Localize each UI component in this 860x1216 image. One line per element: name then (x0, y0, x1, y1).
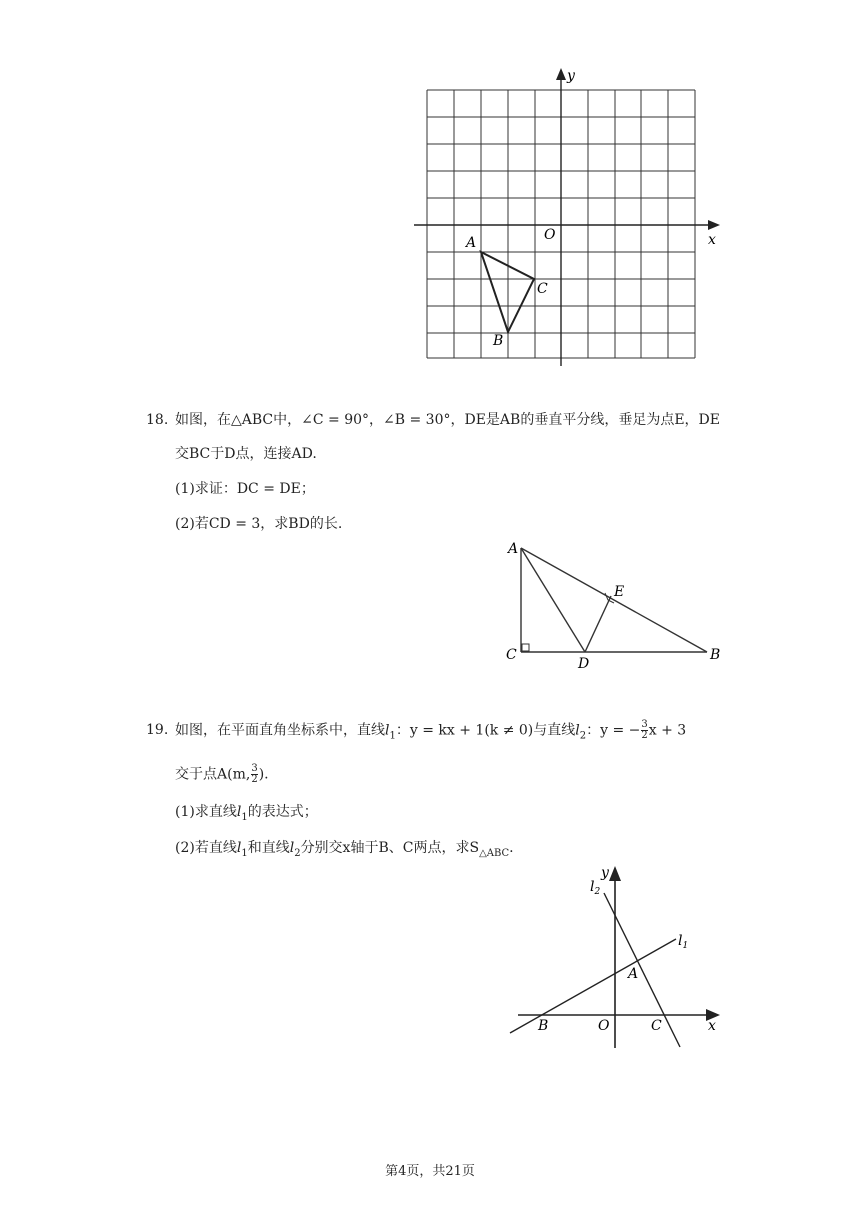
point-b-label: B (493, 333, 504, 349)
q19-part2-area-sub: △ABC (479, 847, 510, 859)
fig18-point-a: A (508, 541, 519, 557)
right-triangle-figure (500, 535, 730, 675)
question-18-part-2: (2)若CD = 3，求BD的长. (175, 516, 343, 532)
q19-l2-sub: 2 (579, 730, 587, 742)
fig19-l1-letter: l (678, 933, 683, 949)
q19-line2-frac-num: 3 (251, 763, 258, 774)
fig19-origin: O (598, 1018, 610, 1034)
fig18-point-c: C (506, 647, 517, 663)
fig18-point-e: E (614, 584, 625, 600)
q19-l1: l (385, 722, 390, 739)
line-intersection-figure (500, 860, 730, 1055)
question-19-part-2 (175, 838, 514, 864)
point-a-label: A (466, 235, 477, 251)
q19-part2-sub1: 1 (241, 847, 248, 859)
q19-fraction (641, 720, 647, 741)
point-c-label: C (537, 281, 548, 297)
fig19-l2-label (590, 879, 600, 897)
question-19-line-1 (175, 720, 686, 746)
q19-l2: l (575, 722, 580, 739)
fig19-point-b: B (538, 1018, 549, 1034)
q19-part2-d: . (509, 840, 514, 856)
fig19-point-a: A (628, 966, 639, 982)
q19-line2-b: ). (258, 766, 269, 783)
question-18-part-1: (1)求证：DC = DE； (175, 481, 315, 497)
q19-part2-l2: l (289, 840, 295, 856)
q19-text-a: 如图，在平面直角坐标系中，直线 (175, 722, 385, 739)
page-footer: 第4页，共21页 (385, 1164, 475, 1179)
question-19-line-2 (175, 764, 269, 785)
q19-part2-sub2: 2 (294, 847, 301, 859)
y-axis-label: y (567, 68, 575, 84)
question-19-number: 19. (146, 722, 169, 738)
q19-part1-sub: 1 (241, 811, 248, 823)
fig18-point-b: B (710, 647, 721, 663)
x-axis-arrow (708, 220, 720, 230)
q19-part1-l: l (236, 804, 242, 820)
fig19-x-label: x (708, 1018, 716, 1034)
origin-label: O (544, 227, 556, 243)
q19-text-c: ：y = − (586, 722, 641, 739)
q19-part2-l1: l (236, 840, 242, 856)
q19-line2-a: 交于点A(m, (175, 766, 251, 783)
question-18-number: 18. (146, 412, 169, 428)
question-18-line-2: 交BC于D点，连接AD. (175, 446, 317, 462)
fig19-l2-letter: l (590, 879, 595, 895)
q19-frac-den: 2 (641, 730, 648, 741)
coordinate-grid-figure (405, 62, 725, 372)
fig19-l1-label (678, 933, 688, 951)
fig19-y-arrow (609, 866, 621, 881)
y-axis-arrow (556, 68, 566, 80)
fig19-y-label: y (601, 865, 609, 881)
q19-part1-b: 的表达式； (247, 804, 318, 820)
fig19-l1-sub: 1 (682, 941, 689, 951)
q19-part1-a: (1)求直线 (175, 804, 237, 820)
q19-line2-frac-den: 2 (251, 774, 258, 785)
fig18-point-d: D (578, 656, 590, 672)
question-19-part-1 (175, 802, 318, 828)
q19-frac-num: 3 (641, 719, 648, 730)
q19-text-b: ：y = kx + 1(k ≠ 0)与直线 (395, 722, 576, 739)
fig19-l2-sub: 2 (594, 887, 601, 897)
x-axis-label: x (708, 232, 716, 248)
q19-line2-fraction (251, 764, 257, 785)
q19-part2-a: (2)若直线 (175, 840, 237, 856)
fig19-point-c: C (651, 1018, 662, 1034)
q19-part2-b: 和直线 (247, 840, 290, 856)
q19-l1-sub: 1 (389, 730, 396, 742)
q19-part2-c: 分别交x轴于B、C两点，求S (300, 840, 480, 856)
q19-text-d: x + 3 (648, 722, 687, 739)
question-18-line-1: 如图，在△ABC中，∠C = 90°，∠B = 30°，DE是AB的垂直平分线，垂足为点E，DE (175, 412, 720, 428)
